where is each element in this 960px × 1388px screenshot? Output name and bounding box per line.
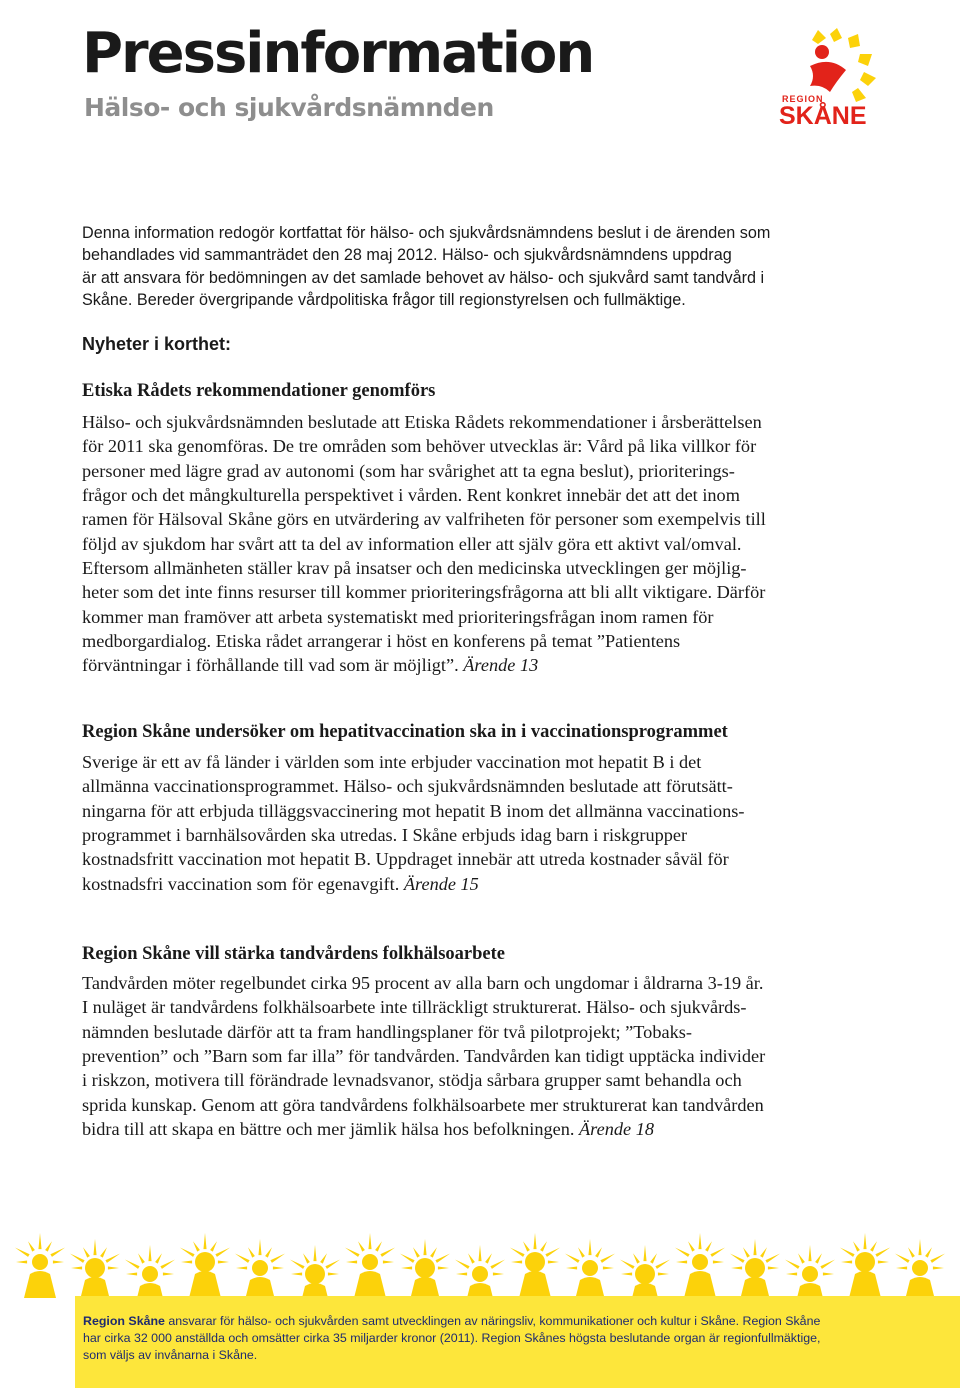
logo-skane-label: SKÅNE xyxy=(779,102,867,130)
footer-line-text: ansvarar för hälso- och sjukvården samt utvecklingen av näringsliv, kommunikationer och kultur i Skåne. Region Skåne xyxy=(164,1314,821,1328)
body-line-text: bidra till att skapa en bättre och mer jämlik hälsa hos befolkningen. xyxy=(82,1119,580,1140)
sun-figure-icon xyxy=(810,45,846,92)
section-title-ethics: Etiska Rådets rekommendationer genomförs xyxy=(82,381,436,401)
footer-line: som väljs av invånarna i Skåne. xyxy=(83,1348,258,1363)
section-body-dental xyxy=(82,971,882,1141)
sun-figures-decoration-icon xyxy=(0,1222,960,1302)
sun-figure-icon xyxy=(345,1233,395,1298)
footer-line: har cirka 32 000 anställda och omsätter cirka 35 miljarder kronor (2011). Region Skånes högsta beslutande organ är regionfullmäktige, xyxy=(83,1331,821,1346)
sun-figure-icon xyxy=(290,1245,340,1302)
section-body-hepatitis xyxy=(82,750,882,896)
sun-figure-icon xyxy=(400,1239,450,1302)
page-title: Pressinformation xyxy=(82,21,594,86)
sun-figure-icon xyxy=(455,1245,505,1302)
body-line: Tandvården möter regelbundet cirka 95 procent av alla barn och ungdomar i åldrarna 3-19 år. xyxy=(82,973,764,993)
body-line: I nuläget är tandvårdens folkhälsoarbete inte tillräckligt strukturerat. Hälso- och sjukvårds- xyxy=(82,997,747,1018)
body-line: allmänna vaccinationsprogrammet. Hälso- och sjukvårdsnämnden beslutade att förutsätt- xyxy=(82,776,733,797)
sun-figure-icon xyxy=(180,1233,230,1298)
footer-brand: Region Skåne xyxy=(83,1314,165,1328)
body-line: ningarna för att erbjuda tilläggsvaccinering mot hepatit B inom det allmänna vaccinations- xyxy=(82,800,745,821)
intro-line: Denna information redogör kortfattat för hälso- och sjukvårdsnämndens beslut i de ärenden som xyxy=(82,224,771,242)
section-body-ethics xyxy=(82,410,882,678)
body-line: nämnden beslutade därför att ta fram handlingsplaner för två pilotprojekt; ”Tobaks- xyxy=(82,1021,692,1042)
sun-figure-icon xyxy=(730,1239,780,1302)
body-line: Hälso- och sjukvårdsnämnden beslutade att Etiska Rådets rekommendationer i årsberättelsen xyxy=(82,412,762,432)
section-title-dental: Region Skåne vill stärka tandvårdens folkhälsoarbete xyxy=(82,944,505,964)
sun-figure-icon xyxy=(620,1245,670,1302)
sun-figure-icon xyxy=(15,1233,65,1298)
body-line-last xyxy=(82,872,882,896)
section-title-hepatitis: Region Skåne undersöker om hepatitvaccination ska in i vaccinationsprogrammet xyxy=(82,722,728,742)
sun-figure-icon xyxy=(510,1233,560,1298)
body-line: kostnadsfritt vaccination mot hepatit B. Uppdraget innebär att utreda kostnader såväl för xyxy=(82,849,729,870)
case-reference: Ärende 18 xyxy=(579,1119,654,1140)
intro-line: behandlades vid sammanträdet den 28 maj 2012. Hälso- och sjukvårdsnämndens uppdrag xyxy=(82,246,732,265)
sun-figure-icon xyxy=(895,1239,945,1302)
body-line: ramen för Hälsoval Skåne görs en utvärdering av valfriheten för personer som exempelvis till xyxy=(82,509,766,530)
page-subtitle: Hälso- och sjukvårdsnämnden xyxy=(84,93,494,122)
body-line: sprida kunskap. Genom att göra tandvårdens folkhälsoarbete mer strukturerat kan tandvården xyxy=(82,1094,764,1115)
sun-figure-icon xyxy=(125,1245,175,1302)
sun-figure-icon xyxy=(565,1239,615,1302)
body-line: prevention” och ”Barn som far illa” för tandvården. Tandvården kan tidigt upptäcka individer xyxy=(82,1046,766,1067)
body-line: programmet i barnhälsovården ska utredas. I Skåne erbjuds idag barn i riskgrupper xyxy=(82,825,688,846)
body-line: medborgardialog. Etiska rådet arrangerar i höst en konferens på temat ”Patientens xyxy=(82,631,681,652)
body-line-last xyxy=(82,1117,882,1141)
body-line: följd av sjukdom har svårt att ta del av information eller att själv göra ett aktivt val/omval. xyxy=(82,533,742,554)
sun-figure-icon xyxy=(70,1239,120,1302)
logo-region-label: REGION xyxy=(782,94,824,104)
sun-figure-icon xyxy=(840,1233,890,1298)
sun-figure-icon xyxy=(675,1233,725,1298)
footer-line xyxy=(83,1313,883,1330)
intro-paragraph xyxy=(82,222,882,311)
body-line: för 2011 ska genomföras. De tre områden som behöver utvecklas är: Vård på lika villkor för xyxy=(82,436,757,457)
body-line: Eftersom allmänheten ställer krav på insatser och den medicinska utvecklingen ger möjlig- xyxy=(82,558,747,579)
body-line: frågor och det mångkulturella perspektivet i vården. Rent konkret innebär det att det inom xyxy=(82,485,740,506)
news-heading: Nyheter i korthet: xyxy=(82,334,232,354)
footer-text xyxy=(83,1313,883,1365)
case-reference: Ärende 13 xyxy=(463,655,539,676)
body-line: i riskzon, motivera till förändrade levnadsvanor, stödja sårbara grupper samt behandla och xyxy=(82,1070,742,1091)
body-line-text: förväntningar i förhållande till vad som är möjligt”. xyxy=(82,655,464,676)
body-line: kommer man framöver att arbeta systematiskt med prioriteringsfrågan inom ramen för xyxy=(82,606,714,627)
sun-figure-icon xyxy=(785,1245,835,1302)
intro-line: är att ansvara för bedömningen av det samlade behovet av hälso- och sjukvård samt tandvård i xyxy=(82,268,765,287)
body-line: personer med lägre grad av autonomi (som har svårighet att ta egna beslut), prioriterings- xyxy=(82,460,735,481)
intro-line: Skåne. Bereder övergripande vårdpolitiska frågor till regionstyrelsen och fullmäktige. xyxy=(82,290,686,309)
body-line: heter som det inte finns resurser till kommer prioriteringsfrågorna att bli allt viktigare. Därför xyxy=(82,582,766,603)
body-line-last xyxy=(82,653,882,677)
body-line: Sverige är ett av få länder i världen som inte erbjuder vaccination mot hepatit B i det xyxy=(82,752,702,772)
body-line-text: kostnadsfri vaccination som för egenavgift. xyxy=(82,873,404,894)
case-reference: Ärende 15 xyxy=(403,873,479,894)
sun-figure-icon xyxy=(235,1239,285,1302)
